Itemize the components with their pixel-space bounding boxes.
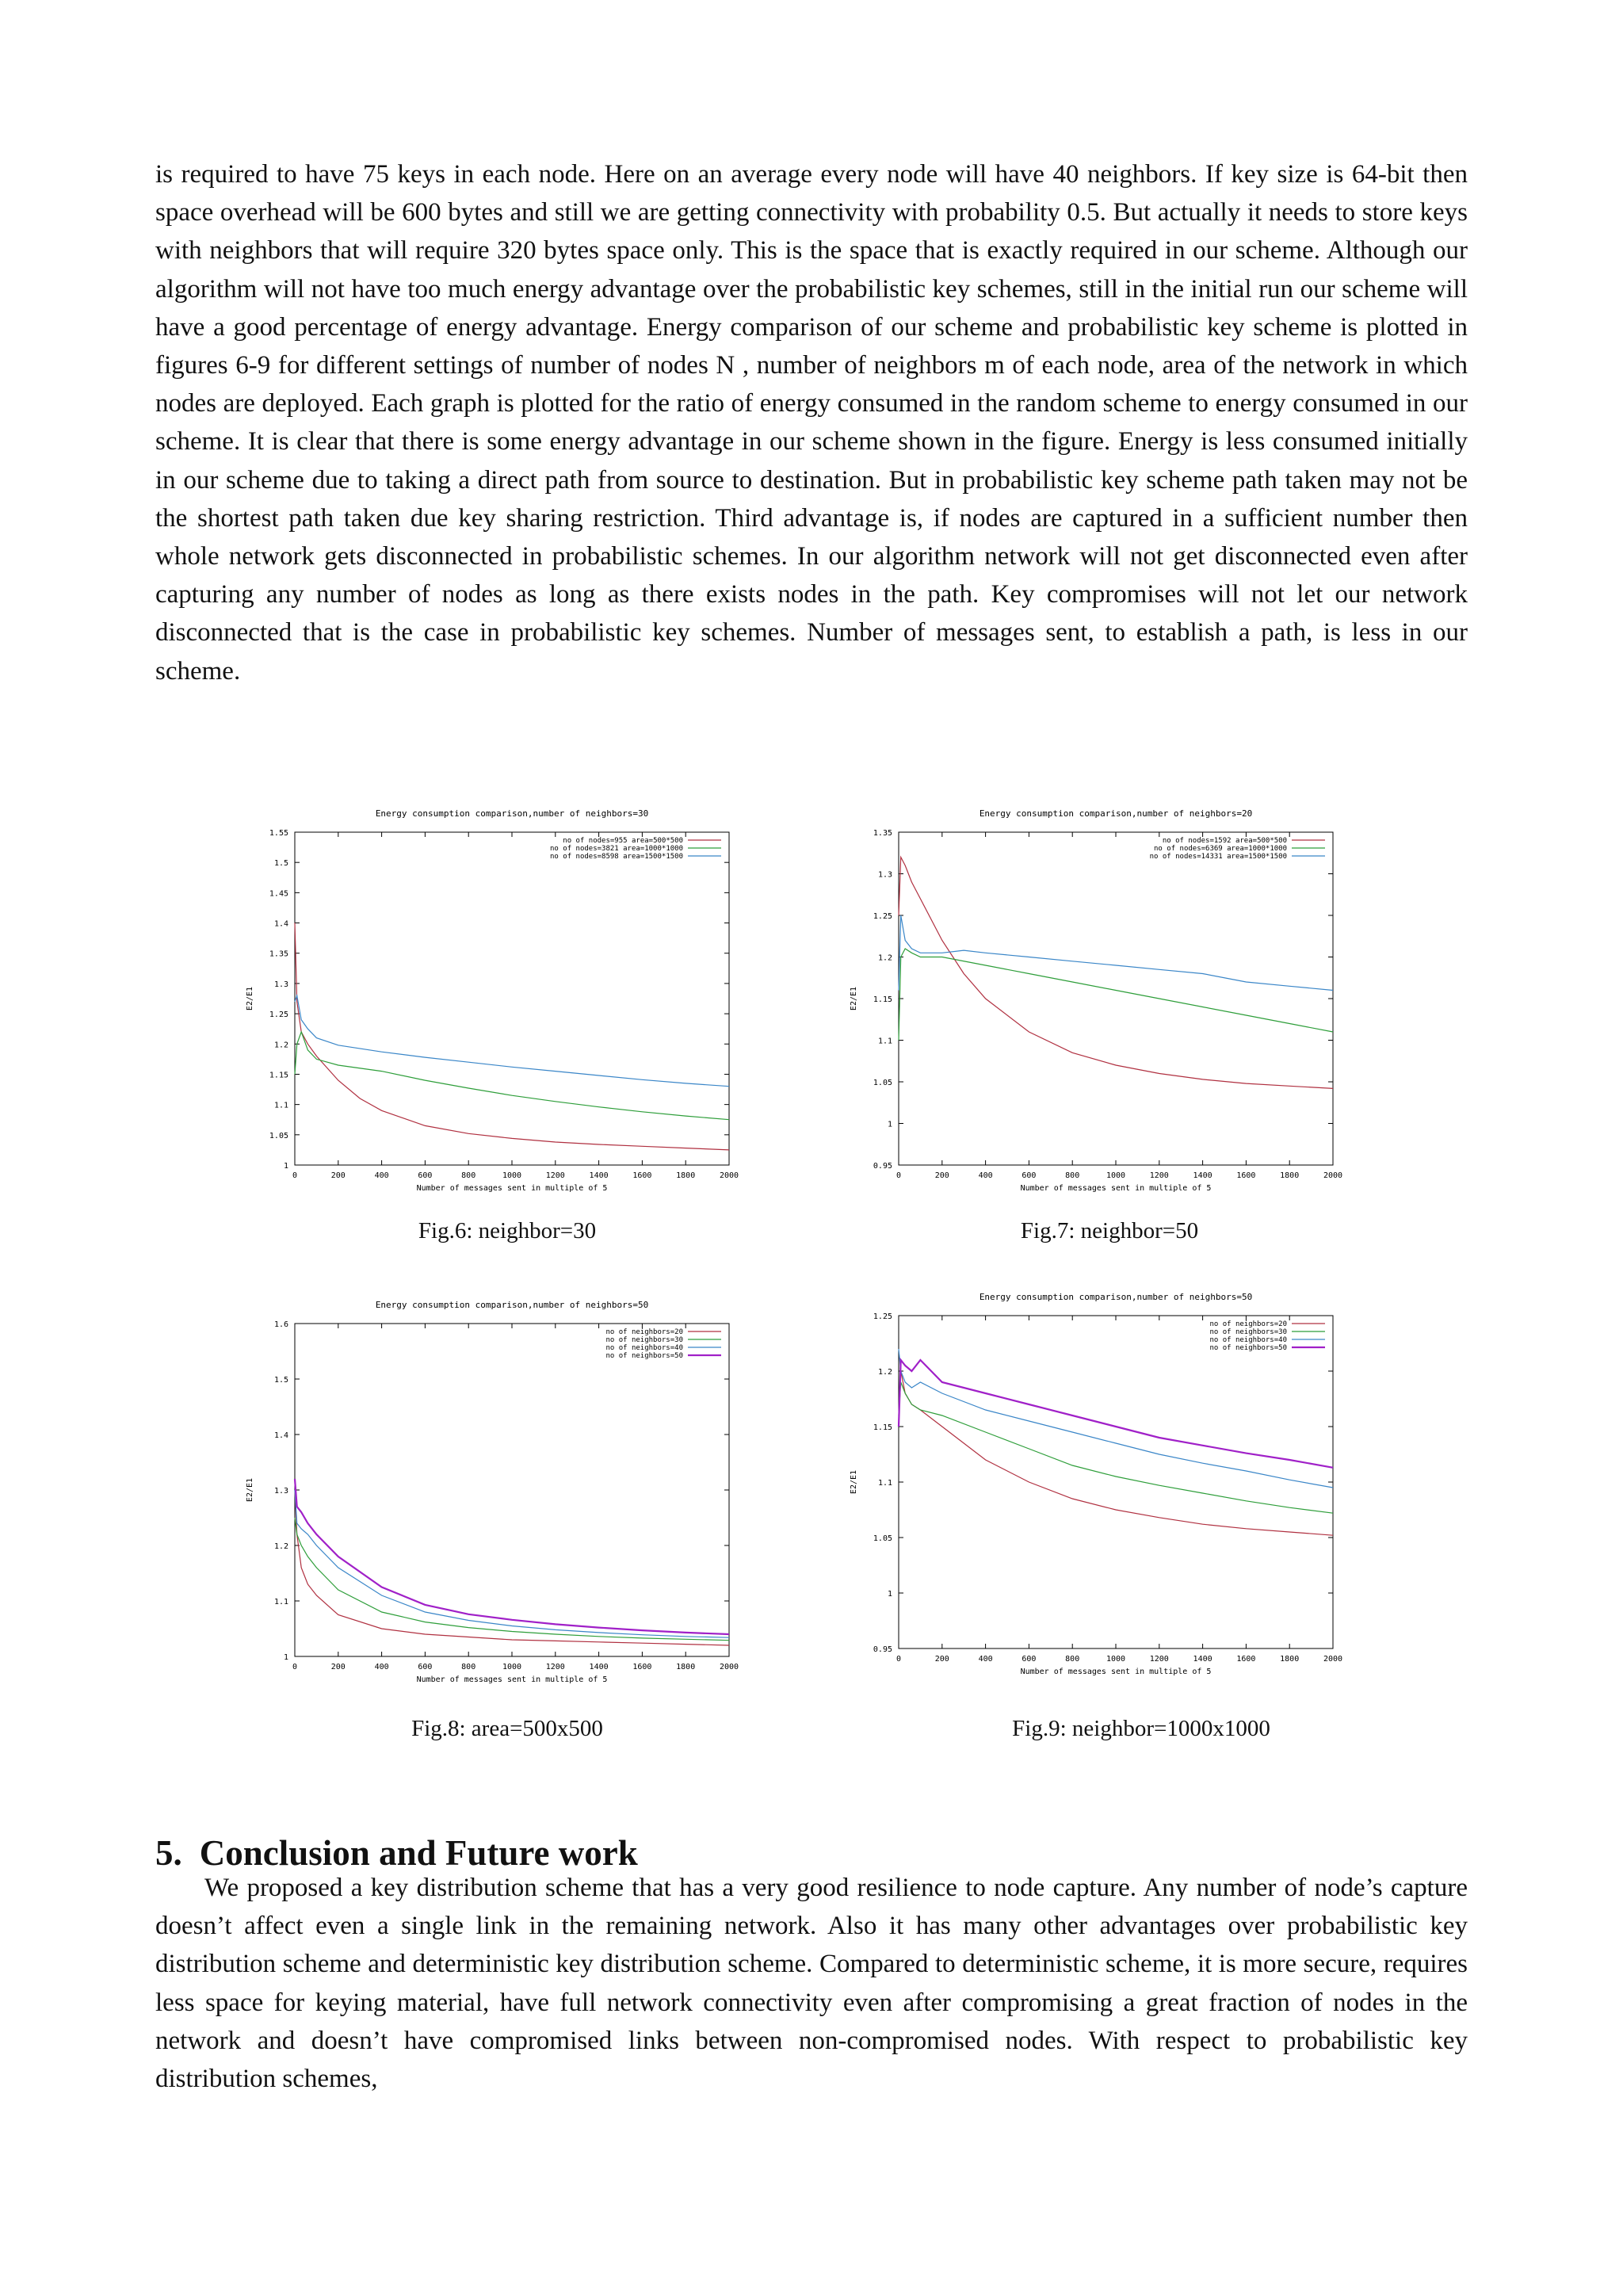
x-tick-label: 1600 — [1236, 1655, 1256, 1664]
x-tick-label: 1800 — [1280, 1171, 1300, 1180]
y-tick-label: 1.5 — [273, 859, 288, 869]
legend-label: no of nodes=6369 area=1000*1000 — [1154, 845, 1287, 853]
legend-label: no of nodes=3821 area=1000*1000 — [550, 845, 683, 853]
series-line — [899, 1371, 1333, 1535]
y-tick-label: 1.1 — [273, 1101, 288, 1110]
legend-label: no of nodes=1592 area=500*500 — [1162, 837, 1287, 845]
chart-title: Energy consumption comparison,number of neighbors=30 — [375, 808, 649, 819]
x-tick-label: 600 — [1022, 1171, 1037, 1180]
x-tick-label: 2000 — [1323, 1171, 1343, 1180]
y-tick-label: 1 — [887, 1120, 892, 1129]
y-tick-label: 1.05 — [873, 1079, 892, 1087]
x-tick-label: 400 — [978, 1655, 993, 1664]
x-axis-label: Number of messages sent in multiple of 5 — [1020, 1184, 1212, 1193]
x-tick-label: 0 — [896, 1171, 902, 1180]
y-tick-label: 1 — [283, 1162, 288, 1171]
caption-fig8: Fig.8: area=500x500 — [411, 1716, 603, 1741]
x-tick-label: 2000 — [1323, 1655, 1343, 1664]
chart-fig7 — [842, 800, 1349, 1197]
chart-title: Energy consumption comparison,number of neighbors=20 — [979, 808, 1253, 819]
x-tick-label: 400 — [374, 1171, 389, 1180]
y-tick-label: 1.1 — [273, 1598, 288, 1606]
chart-fig9 — [842, 1284, 1349, 1680]
figure-8 — [238, 1292, 745, 1688]
section-number: 5. — [155, 1833, 182, 1873]
series-line — [899, 1349, 1333, 1488]
section-title: Conclusion and Future work — [199, 1833, 638, 1873]
x-tick-label: 200 — [934, 1655, 949, 1664]
x-tick-label: 1400 — [589, 1171, 609, 1180]
x-tick-label: 600 — [1022, 1655, 1037, 1664]
y-tick-label: 1.2 — [273, 1542, 288, 1551]
legend-label: no of neighbors=30 — [1209, 1328, 1287, 1336]
y-tick-label: 1.05 — [873, 1534, 892, 1543]
chart-title: Energy consumption comparison,number of neighbors=50 — [979, 1292, 1253, 1302]
x-tick-label: 1000 — [502, 1663, 522, 1671]
y-tick-label: 1.3 — [273, 1487, 288, 1496]
x-tick-label: 1000 — [502, 1171, 522, 1180]
caption-fig6: Fig.6: neighbor=30 — [418, 1218, 597, 1244]
x-tick-label: 200 — [330, 1663, 346, 1671]
x-tick-label: 400 — [374, 1663, 389, 1671]
x-tick-label: 1200 — [545, 1171, 565, 1180]
legend-label: no of neighbors=20 — [1209, 1320, 1287, 1328]
conclusion-paragraph: We proposed a key distribution scheme that has a very good resilience to node capture. Any number of node’s capture doesn’t affect even a single link in the remaining network. Also it has many other advantages over probabilistic key distribution scheme and deterministic key distribution scheme. Compared to deterministic scheme, it is more secure, requires less space for keying material, have full network connectivity even after compromising a great fraction of nodes in the network and doesn’t have compromised links between non-compromised nodes. With respect to probabilistic key distribution schemes, — [155, 1874, 1468, 2094]
legend-label: no of neighbors=20 — [605, 1328, 683, 1336]
chart-fig6 — [238, 800, 745, 1197]
figure-7 — [842, 800, 1349, 1197]
figure-6 — [238, 800, 745, 1197]
x-tick-label: 800 — [461, 1171, 476, 1180]
x-tick-label: 0 — [292, 1171, 298, 1180]
y-axis-label: E2/E1 — [246, 986, 254, 1011]
x-tick-label: 2000 — [719, 1663, 739, 1671]
y-tick-label: 1.4 — [273, 1431, 288, 1440]
y-tick-label: 1.15 — [873, 995, 892, 1004]
caption-fig7: Fig.7: neighbor=50 — [1020, 1218, 1199, 1244]
series-line — [295, 1490, 729, 1645]
legend-label: no of nodes=14331 area=1500*1500 — [1149, 853, 1287, 861]
x-tick-label: 1600 — [632, 1171, 652, 1180]
x-tick-label: 200 — [330, 1171, 346, 1180]
legend-label: no of neighbors=40 — [1209, 1336, 1287, 1344]
x-tick-label: 800 — [1065, 1171, 1080, 1180]
series-line — [295, 1490, 729, 1637]
figure-9 — [842, 1284, 1349, 1680]
x-tick-label: 600 — [418, 1171, 433, 1180]
y-tick-label: 1.3 — [273, 980, 288, 989]
y-tick-label: 1.2 — [877, 1368, 892, 1377]
y-tick-label: 1.35 — [269, 949, 288, 959]
y-tick-label: 1.15 — [269, 1071, 288, 1080]
x-tick-label: 1200 — [545, 1663, 565, 1671]
y-tick-label: 1.1 — [877, 1037, 892, 1046]
y-tick-label: 1.1 — [877, 1479, 892, 1488]
x-tick-label: 1400 — [1193, 1171, 1212, 1180]
y-tick-label: 1.25 — [873, 1312, 892, 1321]
series-line — [295, 995, 729, 1087]
x-tick-label: 1000 — [1106, 1655, 1126, 1664]
legend-label: no of nodes=955 area=500*500 — [563, 837, 683, 845]
x-axis-label: Number of messages sent in multiple of 5 — [416, 1675, 608, 1684]
y-tick-label: 1.05 — [269, 1131, 288, 1140]
y-axis-label: E2/E1 — [850, 986, 858, 1011]
y-tick-label: 1.55 — [269, 829, 288, 838]
y-tick-label: 1.25 — [269, 1010, 288, 1020]
y-axis-label: E2/E1 — [850, 1469, 858, 1495]
x-tick-label: 1000 — [1106, 1171, 1126, 1180]
x-tick-label: 1200 — [1149, 1655, 1169, 1664]
x-tick-label: 800 — [1065, 1655, 1080, 1664]
y-tick-label: 1.35 — [873, 829, 892, 838]
y-tick-label: 1.4 — [273, 919, 288, 929]
series-line — [295, 1032, 729, 1120]
y-tick-label: 0.95 — [873, 1645, 892, 1654]
x-tick-label: 200 — [934, 1171, 949, 1180]
caption-fig9: Fig.9: neighbor=1000x1000 — [1012, 1716, 1270, 1741]
x-tick-label: 1600 — [632, 1663, 652, 1671]
x-tick-label: 800 — [461, 1663, 476, 1671]
series-line — [295, 1479, 729, 1634]
legend-label: no of neighbors=50 — [1209, 1344, 1287, 1352]
plot-frame — [899, 1316, 1333, 1648]
chart-title: Energy consumption comparison,number of neighbors=50 — [375, 1300, 649, 1310]
legend-label: no of neighbors=40 — [605, 1344, 683, 1352]
y-tick-label: 1.6 — [273, 1320, 288, 1329]
y-tick-label: 1.2 — [877, 953, 892, 963]
series-line — [295, 923, 729, 1150]
y-tick-label: 1 — [887, 1590, 892, 1599]
y-tick-label: 1 — [283, 1653, 288, 1662]
x-tick-label: 0 — [896, 1655, 902, 1664]
intro-paragraph: is required to have 75 keys in each node. Here on an average every node will have 40 neighbors. If key size is 64-bit then space overhead will be 600 bytes and still we are getting connectivity with probability 0.5. But actually it needs to store keys with neighbors that will require 320 bytes space only. This is the space that is exactly required in our scheme. Although our algorithm will not have too much energy advantage over the probabilistic key schemes, still in the initial run our scheme will have a good percentage of energy advantage. Energy comparison of our scheme and probabilistic key scheme is plotted in figures 6-9 for different settings of number of nodes N , number of neighbors m of each node, area of the network in which nodes are deployed. Each graph is plotted for the ratio of energy consumed in the random scheme to energy consumed in our scheme. It is clear that there is some energy advantage in our scheme shown in the figure. Energy is less consumed initially in our scheme due to taking a direct path from source to destination. But in probabilistic key scheme path taken may not be the shortest path taken due key sharing restriction. Third advantage is, if nodes are captured in a sufficient number then whole network gets disconnected in probabilistic schemes. In our algorithm network will not get disconnected even after capturing any number of nodes as long as there exists nodes in the path. Key compromises will not let our network disconnected that is the case in probabilistic key schemes. Number of messages sent, to establish a path, is less in our scheme. — [155, 160, 1468, 686]
x-tick-label: 1600 — [1236, 1171, 1256, 1180]
series-line — [899, 949, 1333, 1041]
series-line — [899, 1360, 1333, 1468]
legend-label: no of nodes=8598 area=1500*1500 — [550, 853, 683, 861]
x-tick-label: 1800 — [676, 1171, 696, 1180]
plot-frame — [899, 832, 1333, 1165]
x-tick-label: 400 — [978, 1171, 993, 1180]
y-axis-label: E2/E1 — [246, 1477, 254, 1503]
y-tick-label: 1.25 — [873, 912, 892, 921]
x-tick-label: 1800 — [676, 1663, 696, 1671]
x-tick-label: 1800 — [1280, 1655, 1300, 1664]
legend-label: no of neighbors=50 — [605, 1352, 683, 1360]
x-tick-label: 600 — [418, 1663, 433, 1671]
x-tick-label: 1400 — [1193, 1655, 1212, 1664]
x-axis-label: Number of messages sent in multiple of 5 — [1020, 1668, 1212, 1676]
legend-label: no of neighbors=30 — [605, 1336, 683, 1344]
x-tick-label: 0 — [292, 1663, 298, 1671]
plot-frame — [295, 1324, 729, 1656]
y-tick-label: 1.15 — [873, 1423, 892, 1432]
section-heading — [155, 1832, 638, 1874]
y-tick-label: 1.2 — [273, 1041, 288, 1050]
x-axis-label: Number of messages sent in multiple of 5 — [416, 1184, 608, 1193]
series-line — [899, 915, 1333, 991]
x-tick-label: 2000 — [719, 1171, 739, 1180]
plot-frame — [295, 832, 729, 1165]
chart-fig8 — [238, 1292, 745, 1688]
y-tick-label: 1.45 — [269, 889, 288, 899]
x-tick-label: 1200 — [1149, 1171, 1169, 1180]
y-tick-label: 1.5 — [273, 1376, 288, 1385]
y-tick-label: 1.3 — [877, 870, 892, 880]
y-tick-label: 0.95 — [873, 1162, 892, 1171]
series-line — [899, 858, 1333, 1089]
x-tick-label: 1400 — [589, 1663, 609, 1671]
